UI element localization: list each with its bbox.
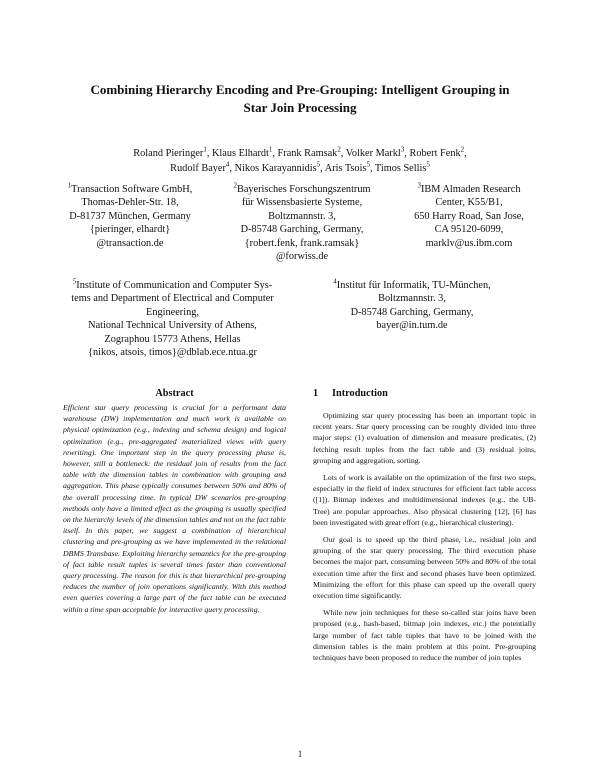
- affiliation-line: @transaction.de: [96, 237, 164, 249]
- section-title: Introduction: [332, 388, 388, 399]
- affiliation-line: {robert.fenk, frank.ramsak}: [244, 237, 360, 249]
- author-sup: 1: [203, 145, 207, 154]
- author-name: , Aris Tsois: [320, 163, 367, 174]
- author-sup: 2: [460, 145, 465, 154]
- affiliation-line: Boltzmannstr. 3,: [268, 210, 336, 222]
- affiliation-line: Engineering,: [146, 306, 199, 318]
- affiliation-line: @forwiss.de: [275, 251, 329, 263]
- section-number: 1: [313, 388, 319, 399]
- affiliation-2: [218, 183, 386, 263]
- author-name: , Nikos Karayannidis: [229, 163, 317, 174]
- affiliation-line: {pieringer, elhardt}: [89, 224, 171, 236]
- author-name: Roland Pieringer: [133, 148, 204, 159]
- author-sup: 5: [366, 160, 370, 169]
- affiliation-line: CA 95120-6099,: [434, 224, 504, 236]
- affiliation-line: {nikos, atsois, timos}@dblab.ece.ntua.gr: [88, 347, 257, 359]
- affiliation-sup: 2: [233, 181, 237, 190]
- introduction-paragraph: While new join techniques for these so-called star joins have been proposed (e.g., hash-based, bitmap join indexes, etc.) the potentially large number of fact table tuples that have to be joined with the dimension tables is the main problem at this point. Pre-grouping techniques have been proposed to reduce the number of join tuples: [313, 608, 536, 663]
- affiliation-line: Boltzmannstr. 3,: [378, 293, 446, 305]
- affiliation-sup: 5: [72, 277, 77, 286]
- author-separator: ,: [464, 148, 467, 159]
- author-sup: 5: [426, 160, 430, 169]
- abstract-heading: Abstract: [155, 388, 194, 399]
- author-name: , Timos Sellis: [369, 163, 427, 174]
- author-line-2: [50, 161, 550, 176]
- affiliation-line: Institut für Informatik, TU-München,: [336, 280, 491, 291]
- affiliation-sup: 1: [67, 181, 72, 190]
- section-heading-introduction: [313, 388, 388, 399]
- author-name: , Frank Ramsak: [272, 148, 338, 159]
- author-name: , Robert Fenk: [404, 148, 461, 159]
- author-name: Rudolf Bayer: [170, 163, 226, 174]
- author-name: , Volker Markl: [340, 148, 401, 159]
- affiliation-line: National Technical University of Athens,: [88, 320, 257, 332]
- author-sup: 1: [268, 145, 273, 154]
- author-sup: 3: [400, 145, 405, 154]
- introduction-body: [313, 410, 536, 669]
- affiliation-5: [50, 279, 295, 359]
- affiliation-line: IBM Almaden Research: [420, 184, 521, 195]
- affiliation-line: bayer@in.tum.de: [376, 320, 448, 332]
- affiliation-line: Zographou 15773 Athens, Hellas: [104, 333, 241, 345]
- affiliation-line: D-81737 München, Germany: [69, 210, 191, 222]
- paper-title: [40, 81, 560, 117]
- affiliation-4: [312, 279, 512, 333]
- affiliation-line: Thomas-Dehler-Str. 18,: [81, 197, 179, 209]
- affiliation-line: D-85748 Garching, Germany,: [240, 224, 364, 236]
- affiliation-line: marklv@us.ibm.com: [425, 237, 513, 249]
- author-line-1: [50, 146, 550, 161]
- introduction-paragraph: Optimizing star query processing has been an important topic in recent years. Star query processing can be roughly divided into three major steps: (1) evaluation of dimension and measure predicates, (2) fetching result tuples from the fact table and (3) residual joins, grouping and aggregation, sorting.: [313, 411, 536, 465]
- affiliation-line: Institute of Communication and Computer Sys-: [76, 280, 273, 291]
- affiliation-line: 650 Harry Road, San Jose,: [414, 210, 524, 222]
- affiliation-sup: 3: [417, 181, 421, 190]
- affiliation-1: [50, 183, 210, 250]
- author-sup: 4: [225, 160, 230, 169]
- affiliation-line: Center, K55/B1,: [435, 197, 503, 209]
- affiliation-line: tems and Department of Electrical and Computer: [71, 293, 274, 305]
- abstract-body: Efficient star query processing is crucial for a performant data warehouse (DW) implementation and much work is available on physical optimization (e.g., indexing and schema design) and logical optimization (e.g., pre-aggregated materialized views with query rewriting). One important step in the query processing phase is, however, still a bottleneck: the residual join of results from the fact table with the dimension tables in combination with grouping and aggregation. This phase typically consumes between 50% and 80% of the overall processing time. In typical DW scenarios pre-grouping methods only have a limited effect as the grouping is usually specified on the hierarchy levels of the dimension tables and not on the fact table itself. In this paper, we suggest a combination of hierarchical clustering and pre-grouping as we have implemented in the relational DBMS Transbase. Exploiting hierarchy semantics for the pre-grouping of fact table result tuples is several times faster than conventional query processing. The reason for this is that hierarchical pre-grouping reduces the number of join operations significantly. With this method even queries covering a large part of the fact table can be executed within a time span acceptable for interactive query processing.: [63, 403, 286, 614]
- author-list: [50, 146, 550, 176]
- affiliation-line: Transaction Software GmbH,: [71, 184, 193, 195]
- author-sup: 2: [337, 145, 341, 154]
- affiliation-line: D-85748 Garching, Germany,: [350, 306, 474, 318]
- title-line-2: Star Join Processing: [243, 100, 357, 115]
- affiliation-3: [384, 183, 554, 250]
- affiliation-line: für Wissensbasierte Systeme,: [241, 197, 363, 209]
- title-line-1: Combining Hierarchy Encoding and Pre-Grouping: Intelligent Grouping in: [90, 82, 510, 97]
- page-number: 1: [297, 749, 303, 759]
- introduction-paragraph: Our goal is to speed up the third phase, i.e., residual join and grouping of the star query processing. The third execution phase becomes the major part, consuming between 50% and 80% of the total execution time after the first and second phases have been optimized. Minimizing the effort for this phase can speed up the overall query execution time significantly.: [313, 535, 536, 601]
- introduction-paragraph: Lots of work is available on the optimization of the first two steps, especially in the field of index structures for efficient fact table access ([1]). Bitmap indexes and multidimensional indexes (e.g., the UB-Tree) are popular approaches. Also physical clustering [12], [6] has been investigated with great effort (e.g., hierarchical clustering).: [313, 473, 536, 527]
- affiliation-line: Bayerisches Forschungszentrum: [236, 184, 371, 195]
- author-sup: 5: [316, 160, 321, 169]
- author-name: , Klaus Elhardt: [206, 148, 269, 159]
- affiliation-sup: 4: [333, 277, 337, 286]
